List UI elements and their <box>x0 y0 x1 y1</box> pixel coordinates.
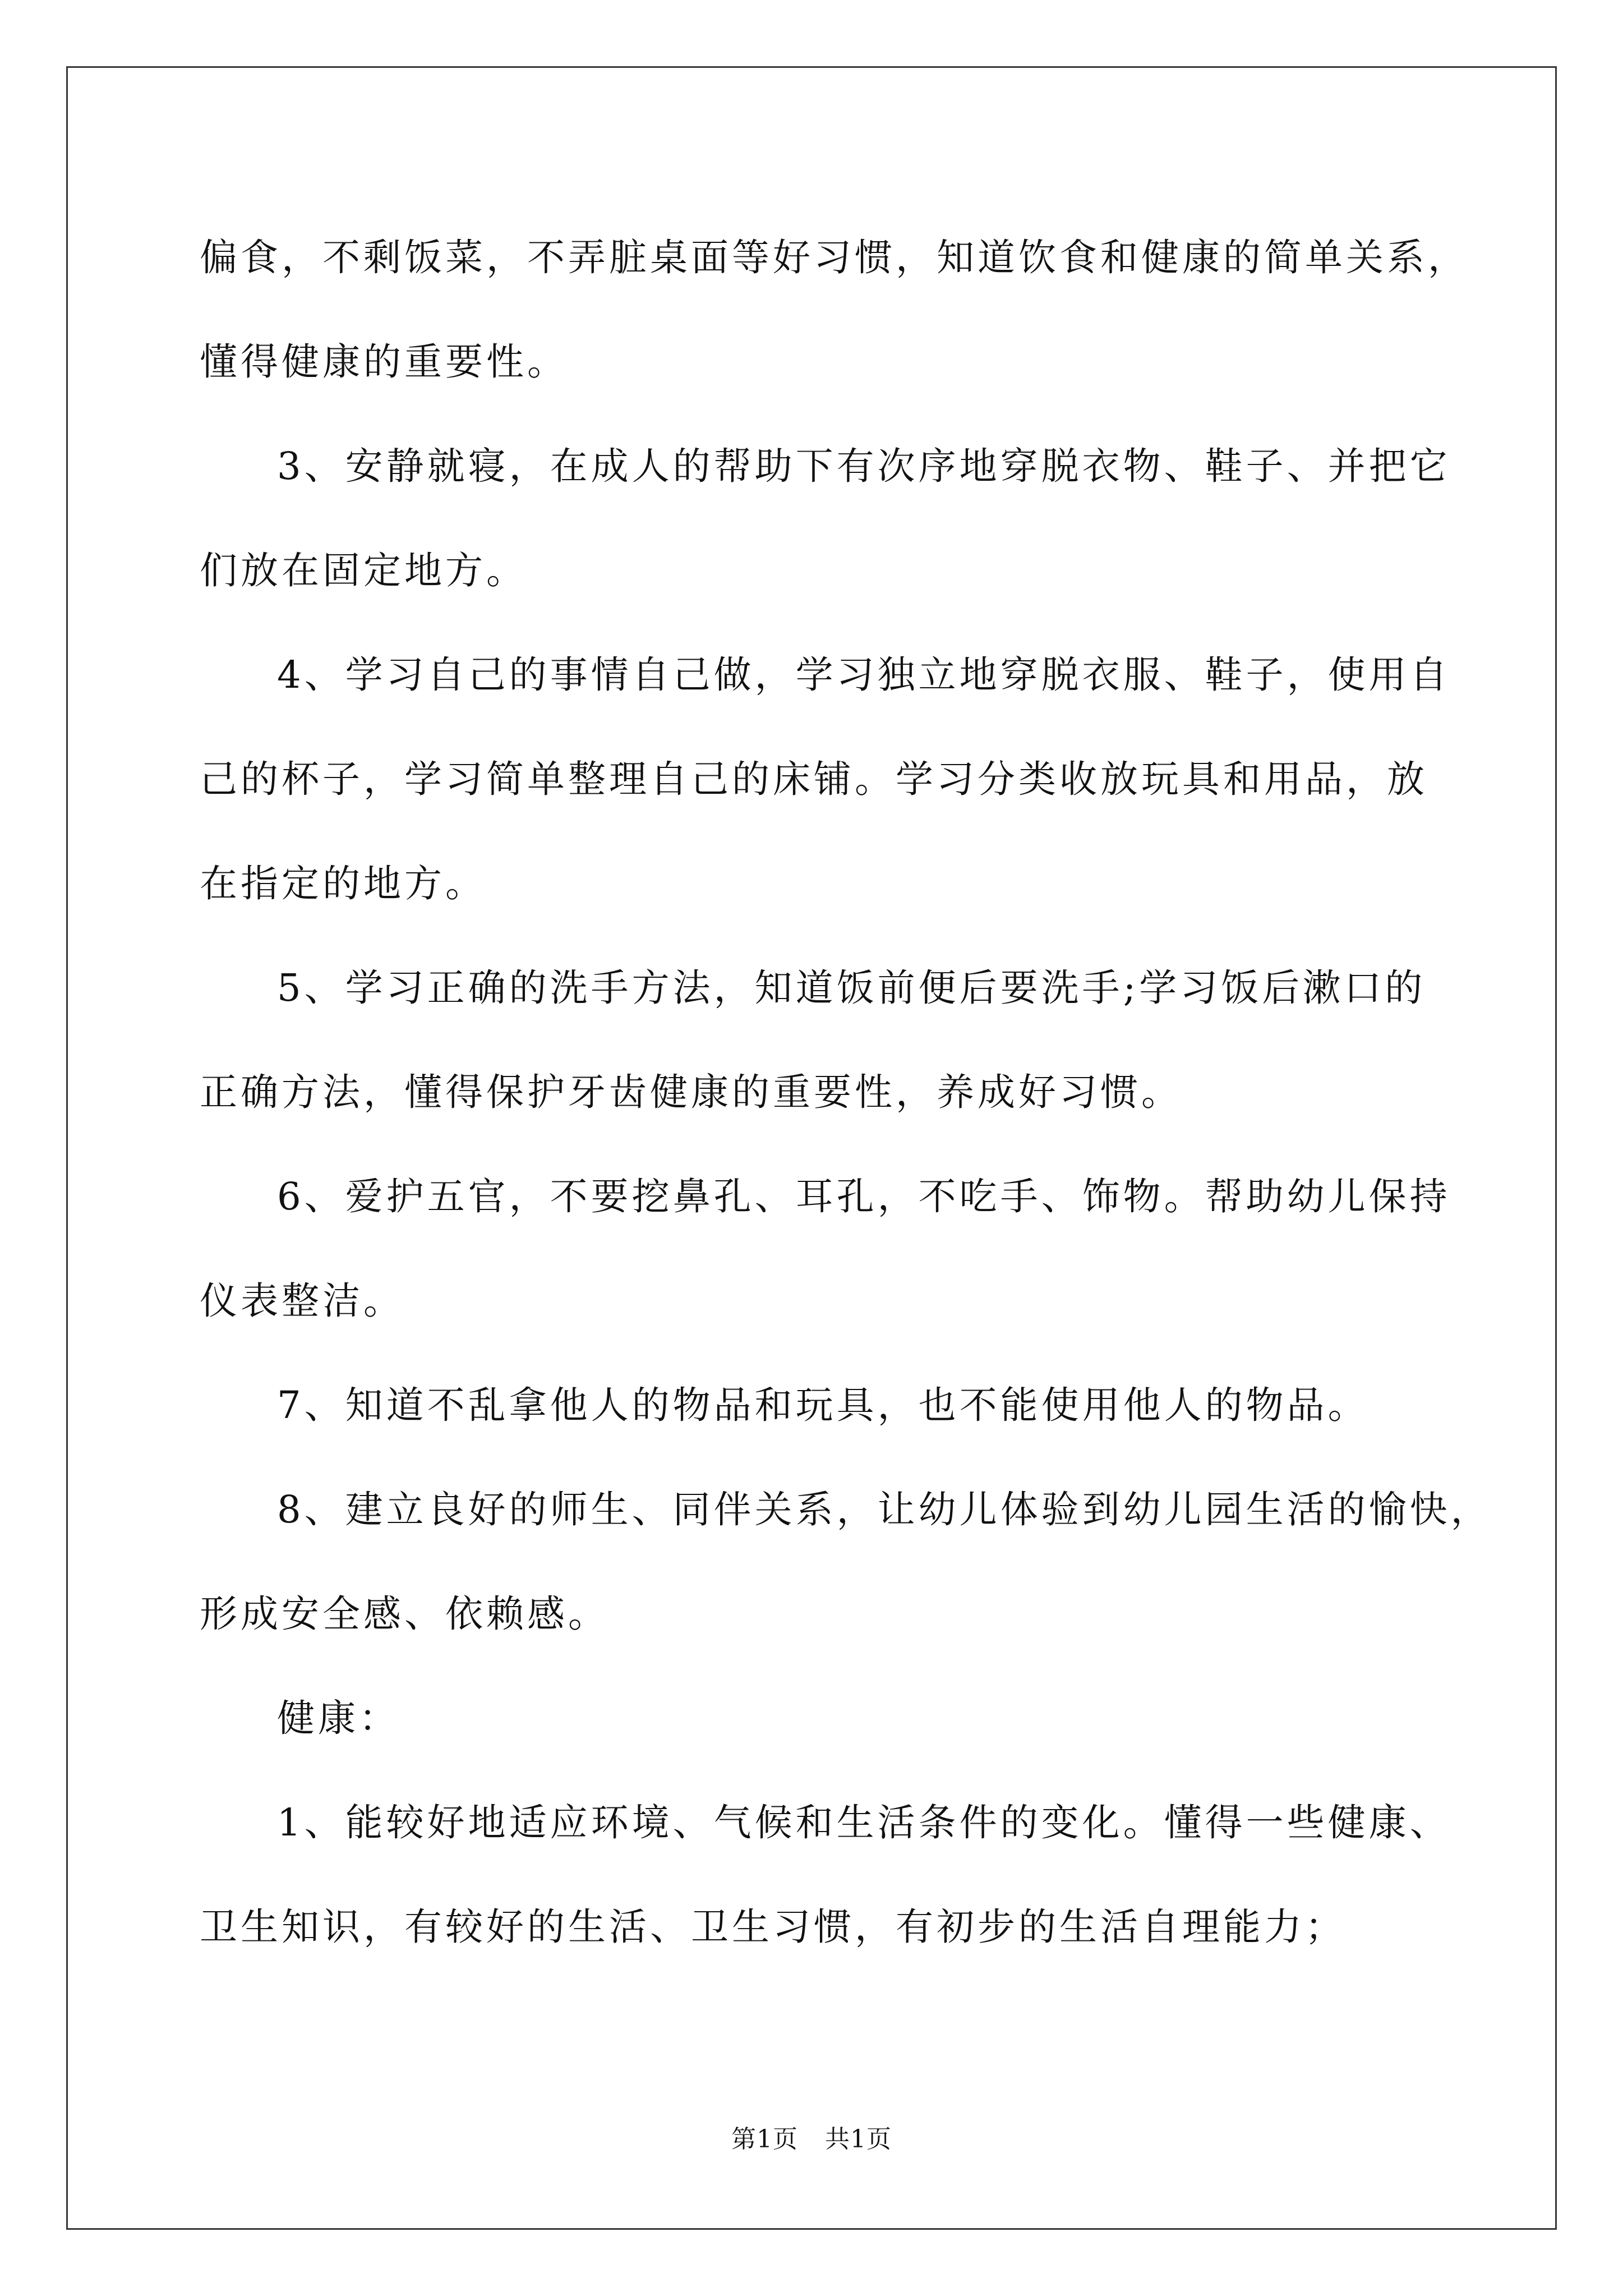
text-line: 卫生知识，有较好的生活、卫生习惯，有初步的生活自理能力； <box>200 1905 1346 1949</box>
text-line: 形成安全感、依赖感。 <box>200 1592 609 1636</box>
text-line: 正确方法，懂得保护牙齿健康的重要性，养成好习惯。 <box>200 1070 1182 1114</box>
text-line: 7、知道不乱拿他人的物品和玩具，也不能使用他人的物品。 <box>277 1383 1369 1427</box>
text-line: 懂得健康的重要性。 <box>200 340 568 384</box>
text-line: 己的杯子，学习简单整理自己的床铺。学习分类收放玩具和用品，放 <box>200 757 1428 801</box>
text-line: 3、安静就寝，在成人的帮助下有次序地穿脱衣物、鞋子、并把它 <box>277 444 1451 488</box>
text-line: 4、学习自己的事情自己做，学习独立地穿脱衣服、鞋子，使用自 <box>277 653 1451 697</box>
document-body <box>200 205 1492 1979</box>
text-line: 8、建立良好的师生、同伴关系，让幼儿体验到幼儿园生活的愉快， <box>277 1488 1492 1531</box>
page-footer <box>0 2123 1623 2156</box>
text-line: 1、能较好地适应环境、气候和生活条件的变化。懂得一些健康、 <box>277 1801 1451 1844</box>
text-line: 6、爱护五官，不要挖鼻孔、耳孔，不吃手、饰物。帮助幼儿保持 <box>277 1175 1451 1218</box>
text-line: 健康： <box>277 1696 400 1740</box>
text-line: 在指定的地方。 <box>200 862 486 905</box>
text-line: 们放在固定地方。 <box>200 549 527 592</box>
text-line: 仪表整洁。 <box>200 1279 404 1323</box>
text-line: 偏食，不剩饭菜，不弄脏桌面等好习惯，知道饮食和健康的简单关系， <box>200 236 1469 279</box>
text-line: 5、学习正确的洗手方法，知道饭前便后要洗手;学习饭后漱口的 <box>277 966 1426 1010</box>
page-total: 共1页 <box>825 2125 892 2154</box>
page-number: 第1页 <box>731 2125 798 2154</box>
